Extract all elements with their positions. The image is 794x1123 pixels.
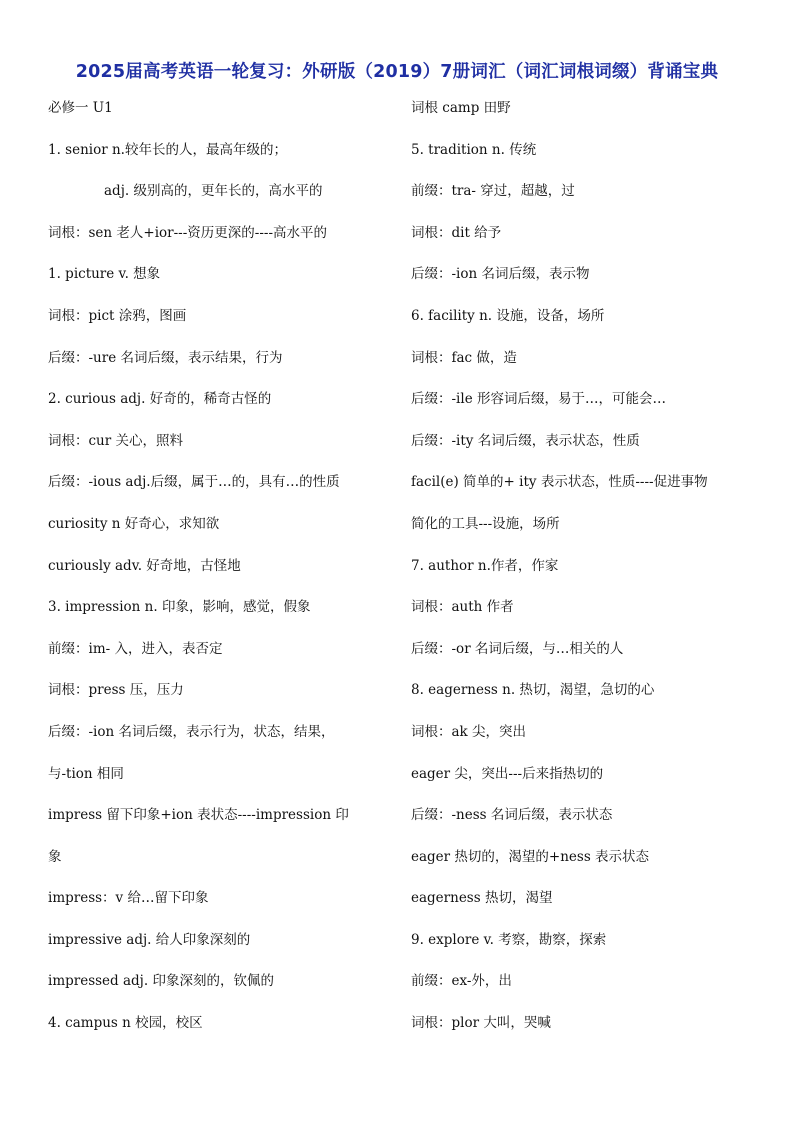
text-line: 词根：plor 大叫，哭喊 (411, 1015, 551, 1032)
text-line: facil(e) 简单的+ ity 表示状态，性质----促进事物 (411, 474, 708, 491)
text-line: 简化的工具---设施，场所 (411, 515, 560, 532)
text-line: 后缀：-ion 名词后缀，表示物 (411, 266, 590, 283)
text-line: 词根：auth 作者 (411, 599, 514, 616)
text-line: impressed adj. 印象深刻的，钦佩的 (48, 973, 274, 990)
text-line: 前缀：im- 入，进入，表否定 (48, 640, 223, 657)
text-line: 6. facility n. 设施，设备，场所 (411, 307, 605, 324)
text-line: 8. eagerness n. 热切，渴望，急切的心 (411, 682, 655, 699)
text-line: impress：v 给…留下印象 (48, 890, 209, 907)
text-line: 必修一 U1 (48, 100, 113, 116)
text-line: eager 尖，突出---后来指热切的 (411, 765, 604, 782)
text-line: 后缀：-ity 名词后缀，表示状态，性质 (411, 432, 640, 449)
text-line: 与-tion 相同 (48, 765, 124, 782)
text-line: 词根：pict 涂鸦，图画 (48, 307, 187, 324)
text-line: 后缀：-ious adj.后缀，属于…的，具有…的性质 (48, 474, 340, 491)
text-line: impress 留下印象+ion 表状态----impression 印 (48, 807, 349, 824)
text-line: curiously adv. 好奇地，古怪地 (48, 557, 241, 574)
text-line: eager 热切的，渴望的+ness 表示状态 (411, 848, 650, 865)
text-line: 象 (48, 848, 62, 865)
text-line: 后缀：-ion 名词后缀，表示行为，状态，结果， (48, 723, 335, 740)
text-line: 2. curious adj. 好奇的，稀奇古怪的 (48, 391, 272, 408)
text-line: 词根：sen 老人+ior---资历更深的----高水平的 (48, 224, 328, 241)
text-line: 1. picture v. 想象 (48, 266, 161, 283)
text-line: 前缀：tra- 穿过，超越，过 (411, 183, 575, 200)
text-line: 前缀：ex-外，出 (411, 973, 512, 990)
text-line: 5. tradition n. 传统 (411, 141, 537, 158)
text-line: 词根：fac 做，造 (411, 349, 517, 366)
text-line: 后缀：-or 名词后缀，与…相关的人 (411, 640, 624, 657)
text-line: 词根 camp 田野 (411, 100, 511, 116)
text-line: 词根：ak 尖，突出 (411, 723, 527, 740)
text-line: 词根：dit 给予 (411, 224, 502, 241)
text-line: 后缀：-ure 名词后缀，表示结果，行为 (48, 349, 283, 366)
text-line: 9. explore v. 考察，勘察，探索 (411, 931, 607, 948)
left-column (48, 96, 393, 1053)
text-line: 4. campus n 校园，校区 (48, 1015, 203, 1032)
text-line: 3. impression n. 印象，影响，感觉，假象 (48, 599, 311, 616)
page-title: 2025届高考英语一轮复习：外研版（2019）7册词汇（词汇词根词缀）背诵宝典 (75, 62, 719, 82)
text-line: 词根：press 压，压力 (48, 682, 184, 699)
text-line: eagerness 热切，渴望 (411, 890, 553, 907)
right-column (411, 96, 756, 1053)
text-line: 后缀：-ile 形容词后缀，易于…，可能会… (411, 391, 666, 408)
text-line: adj. 级别高的，更年长的，高水平的 (104, 183, 323, 200)
text-line: 1. senior n.较年长的人，最高年级的； (48, 141, 287, 158)
text-line: 7. author n.作者，作家 (411, 557, 559, 574)
text-line: curiosity n 好奇心，求知欲 (48, 515, 220, 532)
text-line: 词根：cur 关心，照料 (48, 432, 183, 449)
text-line: impressive adj. 给人印象深刻的 (48, 931, 251, 948)
text-line: 后缀：-ness 名词后缀，表示状态 (411, 807, 613, 824)
